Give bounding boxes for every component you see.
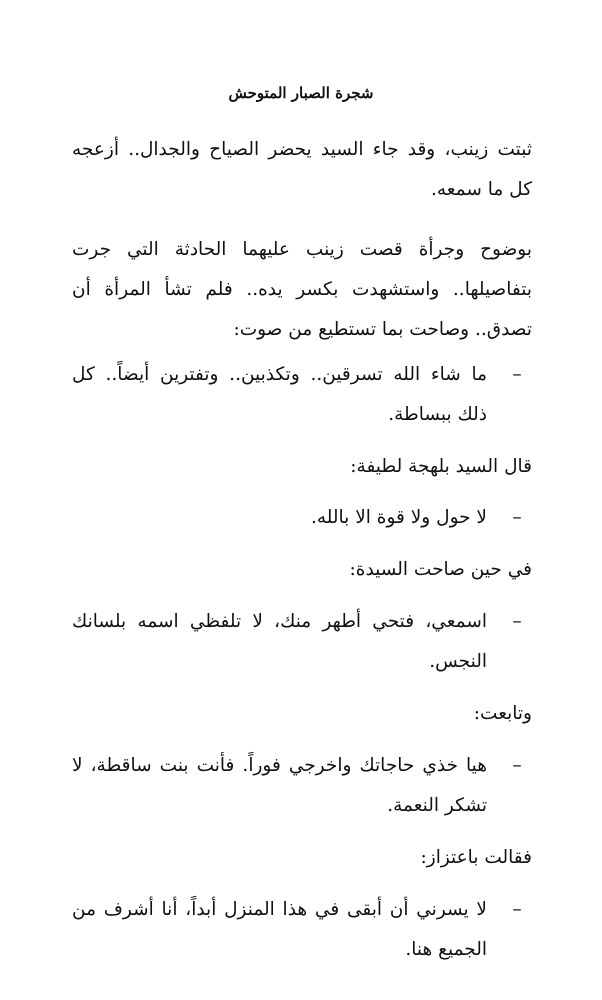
chapter-title: شجرة الصبار المتوحش <box>228 84 374 102</box>
dialogue-dash: – <box>512 755 522 776</box>
dialogue-dash: – <box>512 899 522 920</box>
dialogue-dash: – <box>512 611 522 632</box>
narration-paragraph: وتابعت: <box>473 703 532 724</box>
dialogue-line: هيا خذي حاجاتك واخرجي فوراً. فأنت بنت ساقطة، لا تشكر النعمة. <box>72 755 487 816</box>
dialogue-line: لا حول ولا قوة الا بالله. <box>310 507 487 528</box>
narration-paragraph: فقالت باعتزاز: <box>420 847 532 868</box>
narration-paragraph: في حين صاحت السيدة: <box>349 559 532 580</box>
dialogue-line: ما شاء الله تسرقين.. وتكذبين.. وتفترين أيضاً.. كل ذلك ببساطة. <box>72 364 487 425</box>
dialogue-dash: – <box>512 364 522 385</box>
dialogue-dash: – <box>512 507 522 528</box>
narration-paragraph: بوضوح وجرأة قصت زينب عليهما الحادثة التي جرت بتفاصيلها.. واستشهدت بكسر يده.. فلم تشأ المرأة أن تصدق.. وصاحت بما تستطيع من صوت: <box>72 239 532 340</box>
dialogue-line: اسمعي، فتحي أطهر منك، لا تلفظي اسمه بلسانك النجس. <box>72 611 487 672</box>
narration-paragraph: ثبتت زينب، وقد جاء السيد يحضر الصياح والجدال.. أزعجه كل ما سمعه. <box>72 139 532 200</box>
narration-paragraph: قال السيد بلهجة لطيفة: <box>350 456 532 477</box>
dialogue-line: لا يسرني أن أبقى في هذا المنزل أبداً، أنا أشرف من الجميع هنا. <box>72 899 487 960</box>
